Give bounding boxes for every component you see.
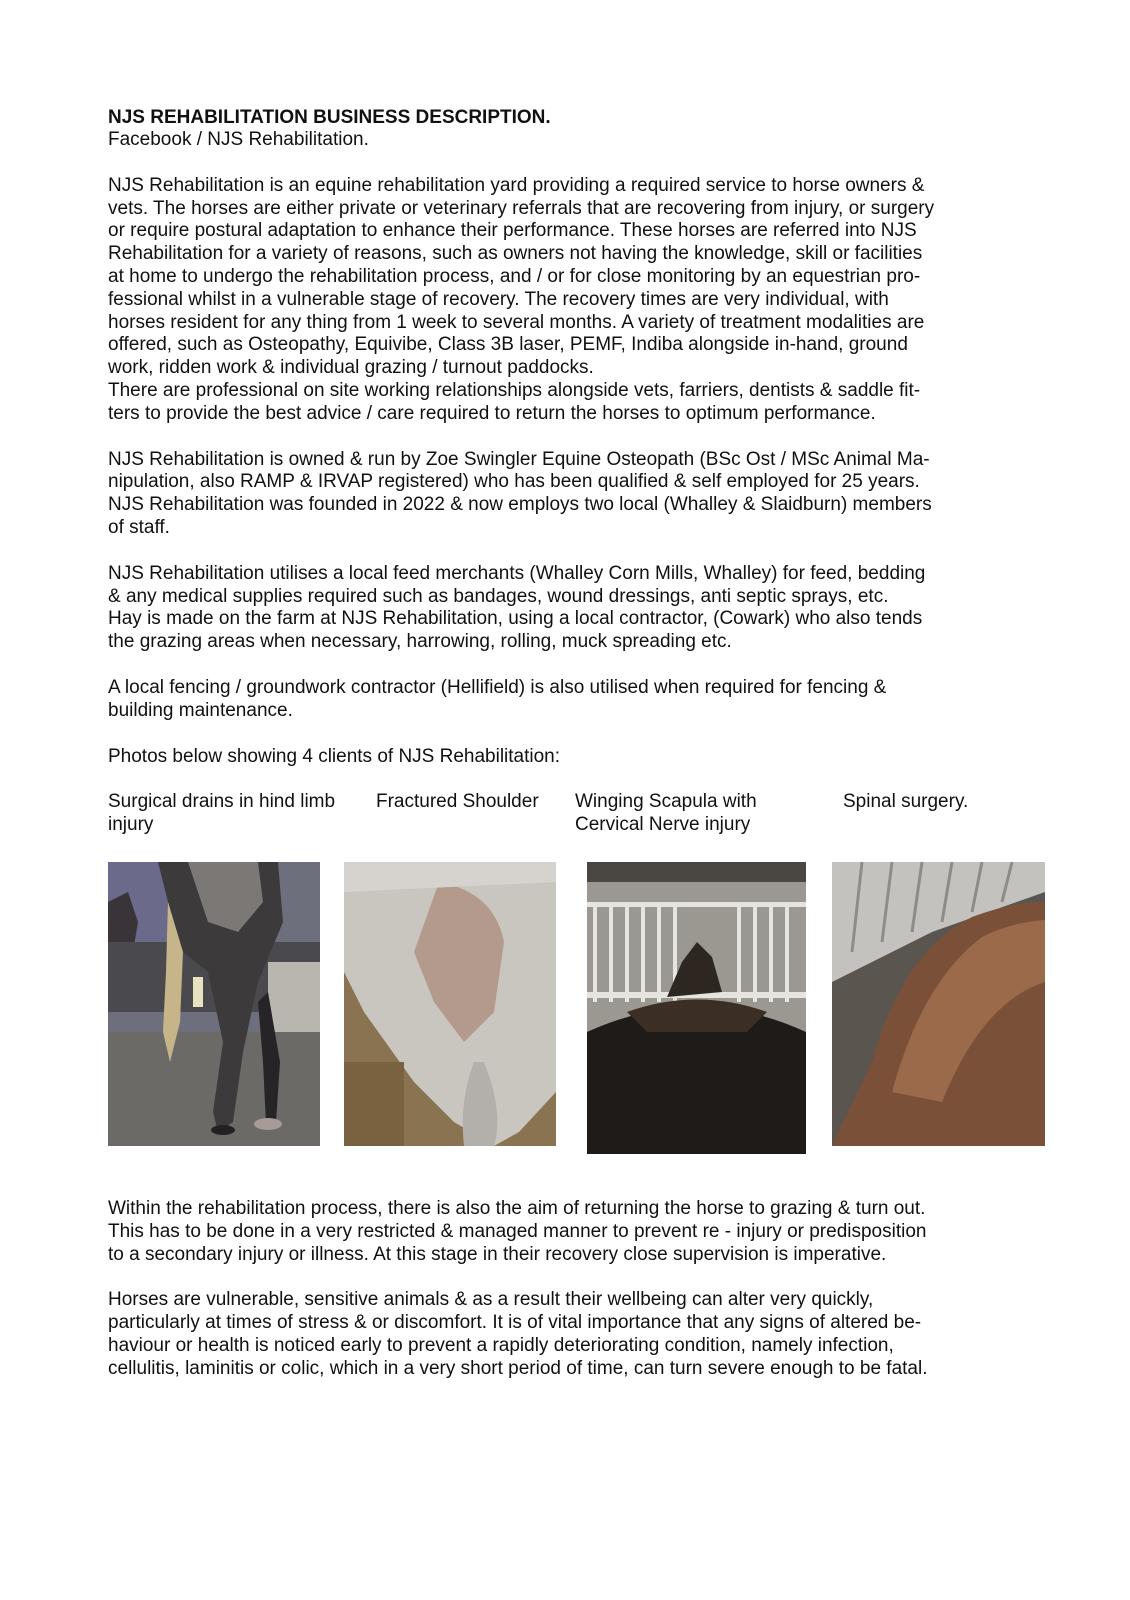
document-body [108,106,1043,837]
paragraph-fencing: A local fencing / groundwork contractor (Hellifield) is also utilised when required for fencing & building maintenance. [108,676,887,721]
caption-shoulder: Fractured Shoulder [376,791,539,813]
caption-spinal: Spinal surgery. [843,791,969,813]
photo-captions [108,791,1043,837]
photo-hind-limb [108,862,320,1146]
lower-section [108,1198,1043,1381]
facebook-line: Facebook / NJS Rehabilitation. [108,129,369,150]
paragraph-welfare: Horses are vulnerable, sensitive animals & as a result their wellbeing can alter very quickly, particularly at times of stress & or discomfort. It is of vital importance that any signs of altered be- haviour or health is noticed early to prevent a rapidly deteriorating condition, namely infection, cellulitis, laminitis or colic, which in a very short period of time, can turn severe enough to be fatal. [108,1289,928,1379]
photo-shoulder [344,862,556,1146]
caption-scapula: Winging Scapula with Cervical Nerve injury [575,791,757,836]
paragraph-owner: NJS Rehabilitation is owned & run by Zoe Swingler Equine Osteopath (BSc Ost / MSc Animal Ma- nipulation, also RAMP & IRVAP registered) who has been qualified & self employed for 25 years. NJS Rehabilitation was founded in 2022 & now employs two local (Whalley & Slaidburn) members of staff. [108,448,932,538]
paragraph-suppliers: NJS Rehabilitation utilises a local feed merchants (Whalley Corn Mills, Whalley) for feed, bedding & any medical supplies required such as bandages, wound dressings, anti septic sprays, etc. Hay is made on the farm at NJS Rehabilitation, using a local contractor, (Cowark) who also tends the grazing areas when necessary, harrowing, rolling, muck spreading etc. [108,562,926,653]
paragraph-photos-intro: Photos below showing 4 clients of NJS Rehabilitation: [108,745,561,767]
photo-row [108,862,1068,1162]
paragraph-grazing: Within the rehabilitation process, there is also the aim of returning the horse to grazing & turn out. This has to be done in a very restricted & managed manner to prevent re - injury or predisposition to a secondary injury or illness. At this stage in their recovery close supervision is imperative. [108,1198,927,1265]
paragraph-intro: NJS Rehabilitation is an equine rehabilitation yard providing a required service to horse owners & vets. The horses are either private or veterinary referrals that are recovering from injury, or surgery or require postural adaptation to enhance their performance. These horses are referred into NJS Rehabilitation for a variety of reasons, such as owners not having the knowledge, skill or facilities at home to undergo the rehabilitation process, and / or for close monitoring by an equestrian pro- fessional whilst in a vulnerable stage of recovery. The recovery times are very individual, with horses resident for any thing from 1 week to several months. A variety of treatment modalities are offered, such as Osteopathy, Equivibe, Class 3B laser, PEMF, Indiba alongside in-hand, ground work, ridden work & individual grazing / turnout paddocks. There are professional on site working relationships alongside vets, farriers, dentists & saddle fit- ters to provide the best advice / care required to return the horses to optimum performance. [108,174,935,424]
document-title: NJS REHABILITATION BUSINESS DESCRIPTION. [108,107,551,128]
caption-hind-limb: Surgical drains in hind limb injury [108,791,336,836]
photo-spinal [832,862,1045,1146]
photo-scapula [587,862,806,1154]
